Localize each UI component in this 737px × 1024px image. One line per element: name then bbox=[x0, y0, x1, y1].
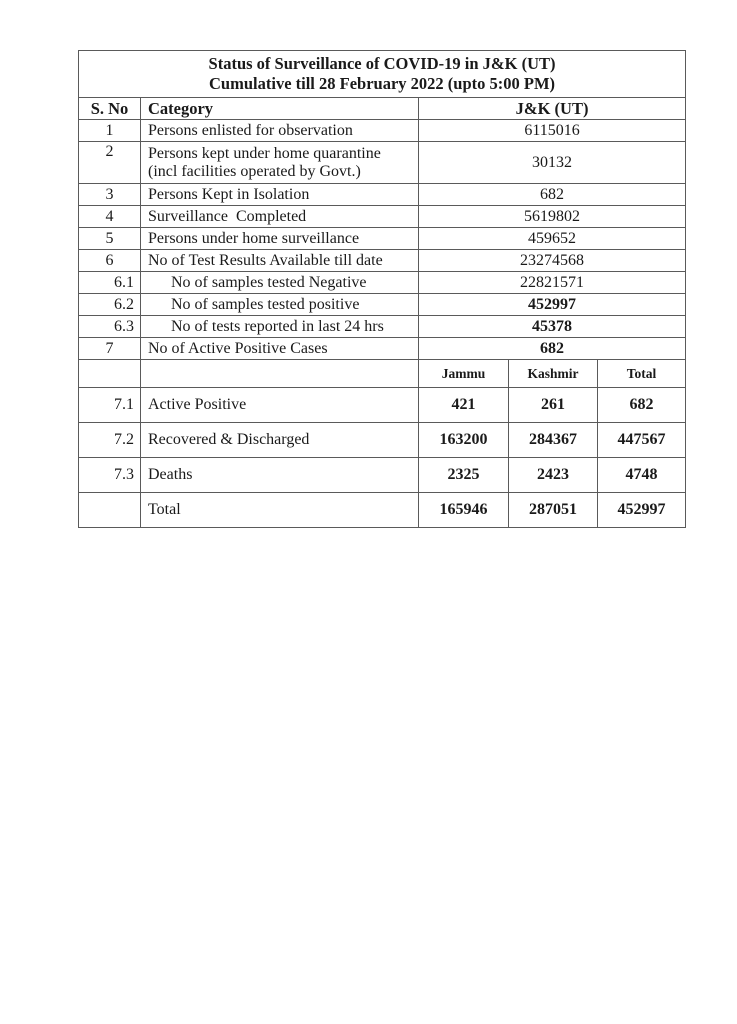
row-category: No of Test Results Available till date bbox=[141, 250, 419, 272]
title-line-2: Cumulative till 28 February 2022 (upto 5:00 PM) bbox=[209, 74, 556, 93]
row-sno: 7.3 bbox=[79, 458, 141, 493]
row-value: 6115016 bbox=[419, 120, 686, 142]
title-line-1: Status of Surveillance of COVID-19 in J&K (UT) bbox=[208, 54, 556, 73]
row-sno: 6.3 bbox=[79, 316, 141, 338]
split-row bbox=[79, 388, 686, 423]
row-category-line-1: Persons kept under home quarantine bbox=[148, 144, 381, 162]
row-category: No of samples tested Negative bbox=[141, 272, 419, 294]
row-sno: 7 bbox=[79, 338, 141, 360]
row-sno bbox=[79, 493, 141, 528]
row-sno: 7.1 bbox=[79, 388, 141, 423]
table-row bbox=[79, 294, 686, 316]
row-category: Persons Kept in Isolation bbox=[141, 184, 419, 206]
row-jammu: 421 bbox=[419, 388, 509, 423]
row-category: Surveillance Completed bbox=[141, 206, 419, 228]
row-value: 682 bbox=[419, 338, 686, 360]
row-jammu: 163200 bbox=[419, 423, 509, 458]
row-category: No of samples tested positive bbox=[141, 294, 419, 316]
row-category: Active Positive bbox=[141, 388, 419, 423]
header-sno: S. No bbox=[79, 98, 141, 120]
header-row bbox=[79, 98, 686, 120]
row-category: No of tests reported in last 24 hrs bbox=[141, 316, 419, 338]
row-kashmir: 287051 bbox=[509, 493, 598, 528]
row-value: 22821571 bbox=[419, 272, 686, 294]
split-header-row bbox=[79, 360, 686, 388]
row-jammu: 2325 bbox=[419, 458, 509, 493]
row-sno: 2 bbox=[79, 142, 141, 184]
table-row bbox=[79, 316, 686, 338]
row-value: 459652 bbox=[419, 228, 686, 250]
table-title bbox=[79, 51, 686, 98]
row-value: 45378 bbox=[419, 316, 686, 338]
covid-surveillance-table bbox=[78, 50, 686, 528]
header-category: Category bbox=[141, 98, 419, 120]
row-kashmir: 2423 bbox=[509, 458, 598, 493]
row-total: 447567 bbox=[598, 423, 686, 458]
table-row bbox=[79, 184, 686, 206]
table-row bbox=[79, 206, 686, 228]
split-header-blank-category bbox=[141, 360, 419, 388]
split-row bbox=[79, 458, 686, 493]
row-value: 682 bbox=[419, 184, 686, 206]
row-value: 452997 bbox=[419, 294, 686, 316]
row-sno: 3 bbox=[79, 184, 141, 206]
table-row bbox=[79, 142, 686, 184]
table-row bbox=[79, 120, 686, 142]
header-total: Total bbox=[598, 360, 686, 388]
row-value: 23274568 bbox=[419, 250, 686, 272]
table-row bbox=[79, 272, 686, 294]
row-sno: 6 bbox=[79, 250, 141, 272]
row-category: Total bbox=[141, 493, 419, 528]
row-total: 452997 bbox=[598, 493, 686, 528]
row-sno: 6.1 bbox=[79, 272, 141, 294]
header-jammu: Jammu bbox=[419, 360, 509, 388]
row-category: Deaths bbox=[141, 458, 419, 493]
row-category: Recovered & Discharged bbox=[141, 423, 419, 458]
row-sno: 6.2 bbox=[79, 294, 141, 316]
row-sno: 7.2 bbox=[79, 423, 141, 458]
row-value: 5619802 bbox=[419, 206, 686, 228]
row-sno: 1 bbox=[79, 120, 141, 142]
table-row bbox=[79, 228, 686, 250]
row-value: 30132 bbox=[419, 142, 686, 184]
table-row bbox=[79, 338, 686, 360]
row-sno: 4 bbox=[79, 206, 141, 228]
row-jammu: 165946 bbox=[419, 493, 509, 528]
split-total-row bbox=[79, 493, 686, 528]
row-category: Persons enlisted for observation bbox=[141, 120, 419, 142]
row-category-line-2: (incl facilities operated by Govt.) bbox=[148, 162, 361, 180]
row-kashmir: 284367 bbox=[509, 423, 598, 458]
row-category: No of Active Positive Cases bbox=[141, 338, 419, 360]
split-row bbox=[79, 423, 686, 458]
row-category: Persons under home surveillance bbox=[141, 228, 419, 250]
title-row bbox=[79, 51, 686, 98]
header-kashmir: Kashmir bbox=[509, 360, 598, 388]
header-value: J&K (UT) bbox=[419, 98, 686, 120]
row-total: 4748 bbox=[598, 458, 686, 493]
split-header-blank-sno bbox=[79, 360, 141, 388]
row-kashmir: 261 bbox=[509, 388, 598, 423]
row-sno: 5 bbox=[79, 228, 141, 250]
row-category bbox=[141, 142, 419, 184]
row-total: 682 bbox=[598, 388, 686, 423]
table-row bbox=[79, 250, 686, 272]
